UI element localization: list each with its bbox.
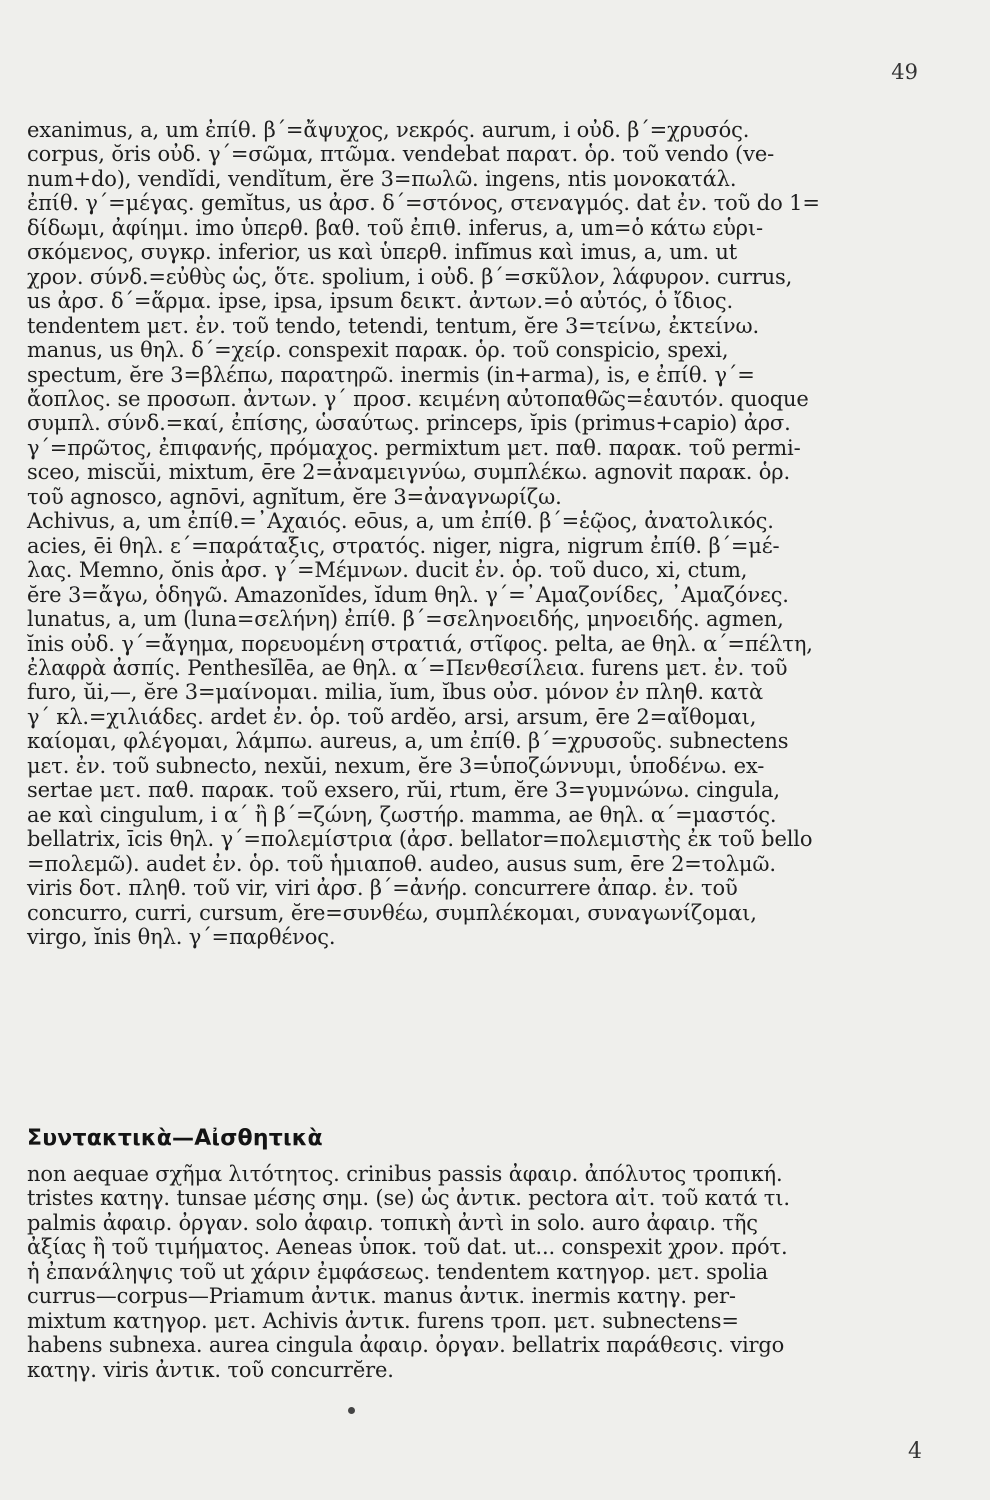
text-line: μετ. ἐν. τοῦ subnecto, nexŭi, nexum, ĕre 3=ὑποζώννυμι, ὑποδένω. ex-	[27, 753, 765, 778]
signature-number: 4	[908, 1439, 922, 1464]
text-line: habens subnexa. aurea cingula ἀφαιρ. ὀργαν. bellatrix παράθεσις. virgo	[27, 1333, 785, 1358]
text-line: κατηγ. viris ἀντικ. τοῦ concurrĕre.	[27, 1357, 394, 1382]
text-line: δίδωμι, ἀφίημι. imo ὑπερθ. βαθ. τοῦ ἐπιθ. inferus, a, um=ὁ κάτω εὑρι-	[27, 215, 763, 240]
text-line: tristes κατηγ. tunsae μέσης σημ. (se) ὡς ἀντικ. pectora αἰτ. τοῦ κατά τι.	[27, 1186, 790, 1211]
text-line: lunatus, a, um (luna=σελήνη) ἐπίθ. β΄=σεληνοειδής, μηνοειδής. agmen,	[27, 607, 784, 632]
text-line: sceo, miscŭi, mixtum, ēre 2=ἀναμειγνύω, συμπλέκω. agnovit παρακ. ὁρ.	[27, 460, 791, 485]
text-line: τοῦ agnosco, agnōvi, agnĭtum, ĕre 3=ἀναγνωρίζω.	[27, 484, 562, 509]
text-line: mixtum κατηγορ. μετ. Achivis ἀντικ. furens τροπ. μετ. subnectens=	[27, 1308, 739, 1333]
text-line: sertae μετ. παθ. παρακ. τοῦ exsero, rŭi, rtum, ĕre 3=γυμνώνω. cingula,	[27, 778, 780, 803]
text-line: manus, us θηλ. δ΄=χείρ. conspexit παρακ. ὁρ. τοῦ conspicio, spexi,	[27, 338, 729, 363]
text-line: ἐπίθ. γ΄=μέγας. gemĭtus, us ἀρσ. δ΄=στόνος, στεναγμός. dat ἐν. τοῦ do 1=	[27, 191, 820, 216]
text-line: λας. Memno, ŏnis ἀρσ. γ΄=Μέμνων. ducit ἐν. ὁρ. τοῦ duco, xi, ctum,	[27, 558, 748, 583]
text-line: χρον. σύνδ.=εὐθὺς ὡς, ὅτε. spolium, i οὐδ. β΄=σκῦλον, λάφυρον. currus,	[27, 264, 793, 289]
text-line: tendentem μετ. ἐν. τοῦ tendo, tetendi, tentum, ĕre 3=τείνω, ἐκτείνω.	[27, 313, 760, 338]
text-line: γ΄ κλ.=χιλιάδες. ardet ἐν. ὁρ. τοῦ ardĕo, arsi, arsum, ēre 2=αἴθομαι,	[27, 704, 757, 729]
text-line: ἡ ἐπανάληψις τοῦ ut χάριν ἐμφάσεως. tendentem κατηγορ. μετ. spolia	[27, 1259, 769, 1284]
printer-dot	[348, 1407, 355, 1414]
syntax-section	[27, 1162, 927, 1382]
text-line: ae καὶ cingulum, i α΄ ἢ β΄=ζώνη, ζωστήρ. mamma, ae θηλ. α΄=μαστός.	[27, 802, 777, 827]
text-line: palmis ἀφαιρ. ὀργαν. solo ἀφαιρ. τοπικὴ ἀντὶ in solo. auro ἀφαιρ. τῆς	[27, 1210, 758, 1235]
text-line: συμπλ. σύνδ.=καί, ἐπίσης, ὡσαύτως. princeps, ĭpis (primus+capio) ἀρσ.	[27, 411, 791, 436]
text-line: ĕre 3=ἄγω, ὁδηγῶ. Amazonĭdes, ĭdum θηλ. γ΄=᾿Αμαζονίδες, ᾿Αμαζόνες.	[27, 582, 789, 607]
page-number-top: 49	[891, 60, 918, 84]
text-line: corpus, ŏris οὐδ. γ΄=σῶμα, πτῶμα. vendebat παρατ. ὁρ. τοῦ vendo (ve-	[27, 142, 775, 167]
text-line: spectum, ĕre 3=βλέπω, παρατηρῶ. inermis (in+arma), is, e ἐπίθ. γ΄=	[27, 362, 755, 387]
text-line: Achivus, a, um ἐπίθ.=᾿Αχαιός. eōus, a, um ἐπίθ. β΄=ἑῷος, ἀνατολικός.	[27, 509, 774, 534]
text-line: viris δοτ. πληθ. τοῦ vir, viri ἀρσ. β΄=ἀνήρ. concurrere ἀπαρ. ἐν. τοῦ	[27, 876, 738, 901]
text-line: ἐλαφρὰ ἀσπίς. Penthesĭlēa, ae θηλ. α΄=Πενθεσίλεια. furens μετ. ἐν. τοῦ	[27, 655, 788, 680]
text-line: non aequae σχῆμα λιτότητος. crinibus passis ἀφαιρ. ἀπόλυτος τροπική.	[27, 1162, 783, 1186]
section-heading: Συντακτικὰ—Αἰσθητικὰ	[27, 1126, 323, 1151]
text-line: ĭnis οὐδ. γ΄=ἄγημα, πορευομένη στρατιά, στῖφος. pelta, ae θηλ. α΄=πέλτη,	[27, 631, 813, 656]
text-line: ἀξίας ἢ τοῦ τιμήματος. Aeneas ὑποκ. τοῦ dat. ut... conspexit χρον. πρότ.	[27, 1235, 788, 1260]
text-line: bellatrix, īcis θηλ. γ΄=πολεμίστρια (ἀρσ. bellator=πολεμιστὴς ἐκ τοῦ bello	[27, 827, 813, 852]
text-line: καίομαι, φλέγομαι, λάμπω. aureus, a, um ἐπίθ. β΄=χρυσοῦς. subnectens	[27, 729, 789, 754]
text-line: furo, ŭi,—, ĕre 3=μαίνομαι. milia, ĭum, ĭbus οὐσ. μόνον ἐν πληθ. κατὰ	[27, 680, 763, 705]
text-line: γ΄=πρῶτος, ἐπιφανής, πρόμαχος. permixtum μετ. παθ. παρακ. τοῦ permi-	[27, 435, 801, 460]
text-line: num+do), vendĭdi, vendĭtum, ĕre 3=πωλῶ. ingens, ntis μονοκατάλ.	[27, 166, 737, 191]
text-line: ἄοπλος. se προσωπ. ἀντων. γ΄ προσ. κειμένη αὐτοπαθῶς=ἑαυτόν. quoque	[27, 386, 809, 411]
text-line: σκόμενος, συγκρ. inferior, us καὶ ὑπερθ. infĭmus καὶ imus, a, um. ut	[27, 240, 738, 265]
text-line: currus—corpus—Priamum ἀντικ. manus ἀντικ. inermis κατηγ. per-	[27, 1284, 736, 1309]
text-line: virgo, ĭnis θηλ. γ΄=παρθένος.	[27, 924, 336, 949]
text-line: us ἀρσ. δ΄=ἅρμα. ipse, ipsa, ipsum δεικτ. ἀντων.=ὁ αὐτός, ὁ ἴδιος.	[27, 289, 734, 314]
vocabulary-section	[27, 118, 927, 949]
text-line: acies, ēi θηλ. ε΄=παράταξις, στρατός. niger, nigra, nigrum ἐπίθ. β΄=μέ-	[27, 533, 780, 558]
text-line: exanimus, a, um ἐπίθ. β΄=ἄψυχος, νεκρός. aurum, i οὐδ. β΄=χρυσός.	[27, 118, 750, 142]
text-line: =πολεμῶ). audet ἐν. ὁρ. τοῦ ἡμιαποθ. audeo, ausus sum, ēre 2=τολμῶ.	[27, 851, 776, 876]
text-line: concurro, curri, cursum, ĕre=συνθέω, συμπλέκομαι, συναγωνίζομαι,	[27, 900, 757, 925]
